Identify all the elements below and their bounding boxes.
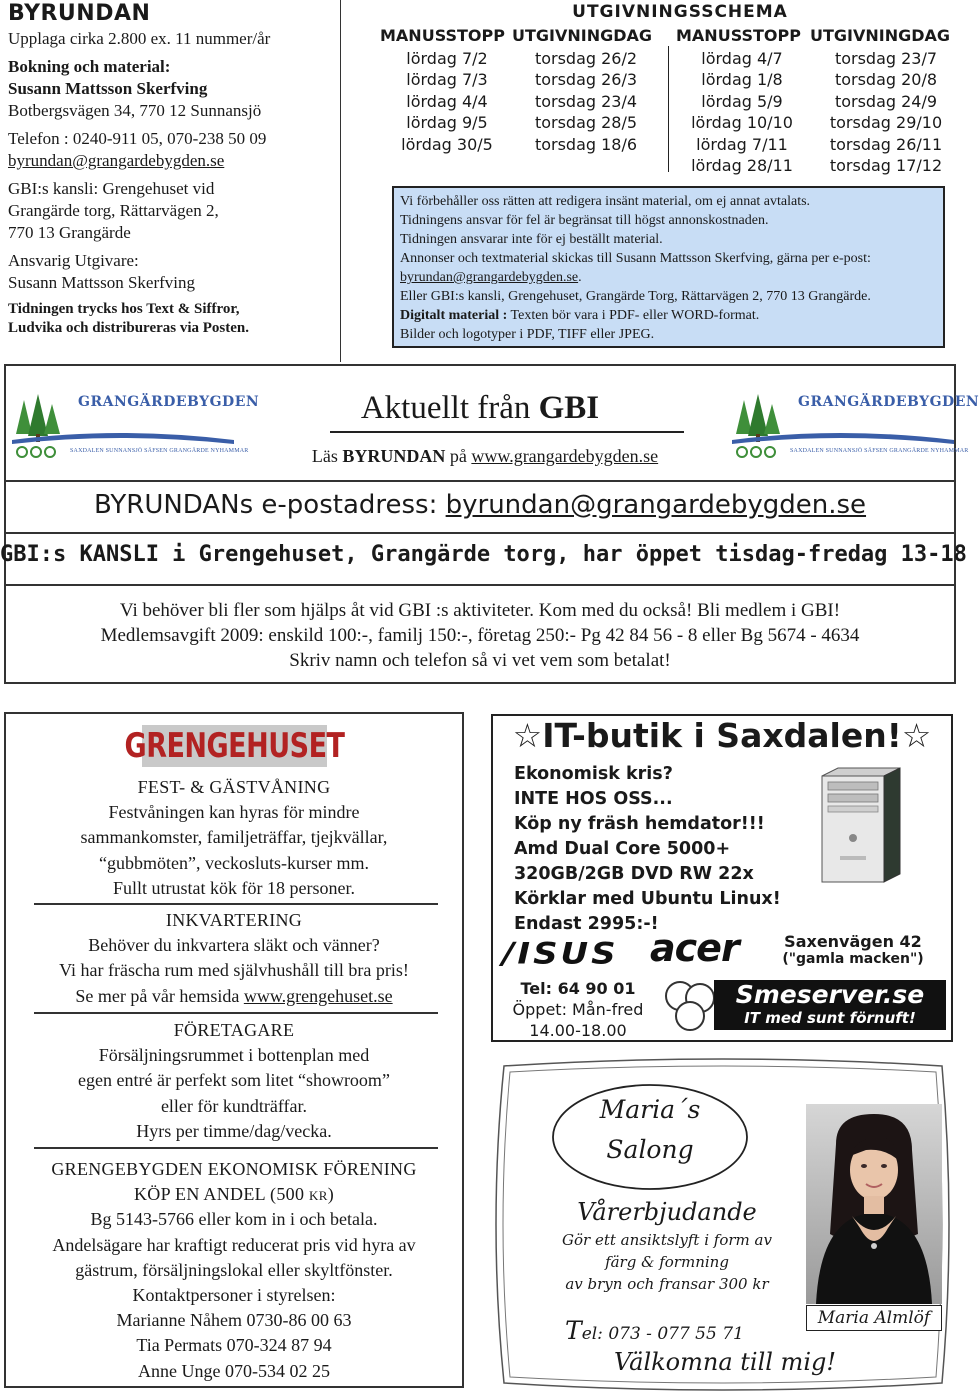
schedule-right-pub-list [818, 48, 954, 176]
notice-line [400, 268, 937, 287]
schedule-cell: lördag 7/3 [406, 70, 488, 90]
schedule-cell: lördag 5/9 [701, 91, 783, 111]
notice-line: Tidningen ansvarar inte för ej beställt material. [400, 232, 663, 247]
notice-line: Bilder och logotyper i PDF, TIFF eller JPEG. [400, 327, 655, 342]
it-butik-title-row [493, 716, 951, 755]
divider [6, 480, 954, 482]
print-line-1: Tidningen trycks hos Text & Siffror, [8, 301, 240, 317]
contact-person: Marianne Nåhem 0730-86 00 63 [116, 1310, 352, 1331]
phone-number: el: 073 - 077 55 71 [581, 1324, 744, 1344]
offer-line: Ekonomisk kris? [514, 764, 673, 784]
fest-section [4, 775, 464, 901]
email-prefix: BYRUNDANs e-postadress: [93, 490, 446, 520]
schedule-cell: torsdag 24/9 [834, 91, 938, 111]
notice-digital-label: Digitalt material : [400, 308, 508, 323]
it-butik-contact [500, 978, 656, 1041]
it-butik-phone: Tel: 64 90 01 [520, 979, 636, 998]
salong-phone [565, 1316, 744, 1345]
address-note: ("gamla macken") [782, 951, 924, 967]
star-icon: ☆ [512, 716, 543, 755]
notice-line: Vi förbehåller oss rätten att redigera insänt material, om ej annat avtalats. [400, 194, 811, 209]
masthead-title: BYRUNDAN [8, 1, 151, 26]
read-online-line [275, 446, 695, 467]
fest-line: sammankomster, familjeträffar, tjejkvällar, [80, 827, 388, 848]
schedule-cell: torsdag 18/6 [534, 134, 638, 154]
masthead [8, 0, 333, 338]
salong-name [550, 1090, 750, 1170]
logo-title: GRANGÄRDEBYGDEN [78, 394, 260, 410]
read-paper-name: BYRUNDAN [342, 446, 446, 466]
grengehuset-logo-text: GRENGEHUSET [124, 726, 345, 766]
fest-line: “gubbmöten”, veckosluts-kurser mm. [99, 852, 369, 873]
phone-initial: T [565, 1316, 582, 1345]
it-butik-address [758, 932, 948, 967]
star-icon: ☆ [901, 716, 932, 755]
editorial-notice [392, 186, 945, 348]
schedule-cell: torsdag 20/8 [834, 70, 938, 90]
schedule-right-stop-list [684, 48, 800, 176]
notice-line: Tidningens ansvar för fel är begränsat till högst annonskostnaden. [400, 213, 769, 228]
publisher-name: Susann Mattsson Skerfving [8, 273, 195, 292]
foretagare-line: Försäljningsrummet i bottenplan med [98, 1045, 370, 1066]
member-line-3: Skriv namn och telefon så vi vet vem som betalat! [289, 650, 671, 671]
grangardebygden-logo-left [8, 390, 260, 462]
inkvartering-web [4, 984, 464, 1009]
schedule-cell: lördag 7/11 [696, 134, 788, 154]
inkvartering-line: Vi har fräscha rum med självhushåll till bra pris! [59, 960, 409, 981]
salong-name-line1: Maria´s [599, 1095, 701, 1124]
offer-line: Köp ny fräsh hemdator!!! [514, 814, 765, 834]
phone-info: Telefon : 0240-911 05, 070-238 50 09 [8, 129, 267, 148]
grengehuset-web-link[interactable]: www.grengehuset.se [243, 985, 393, 1006]
office-line-2: Grangärde torg, Rättarvägen 2, [8, 201, 219, 220]
edition-info: Upplaga cirka 2.800 ex. 11 nummer/år [8, 29, 271, 48]
office-hours: GBI:s KANSLI i Grengehuset, Grangärde torg, har öppet tisdag-fredag 13-18 [0, 542, 967, 567]
schedule-cell: torsdag 26/2 [534, 49, 638, 68]
computer-tower-icon [818, 766, 902, 884]
forening-line: Andelsägare har kraftigt reducerat pris vid hyra av [52, 1234, 416, 1255]
forening-subheading: KÖP EN ANDEL (500 kr) [133, 1184, 334, 1205]
schedule-cell: lördag 28/11 [691, 156, 793, 176]
logo-villages: SAXDALEN SUNNANSJÖ SÄFSEN GRANGÄRDE NYHAMMAR [70, 448, 249, 454]
foretagare-line: egen entré är perfekt som litet “showroom” [78, 1070, 390, 1091]
schedule-cell: torsdag 17/12 [829, 156, 943, 176]
fest-heading: FEST- & GÄSTVÅNING [137, 777, 331, 797]
email-address-line [0, 490, 960, 520]
schedule-cell: lördag 7/2 [406, 49, 488, 68]
office-line-1: GBI:s kansli: Grengehuset vid [8, 179, 215, 198]
schedule-col2-header: UTGIVNINGDAG [512, 26, 653, 45]
grengehuset-logo [124, 725, 345, 767]
section-divider [34, 903, 438, 905]
web-prefix: Se mer på vår hemsida [75, 985, 244, 1006]
acer-logo: acer [650, 926, 739, 970]
offer-line: av bryn och fransar 300 kr [565, 1275, 769, 1293]
salong-offer [512, 1195, 822, 1295]
foretagare-section [4, 1018, 464, 1144]
offer-line: färg & formning [605, 1253, 729, 1271]
aktuellt-gbi: GBI [538, 390, 600, 426]
byrundan-email-link[interactable]: byrundan@grangardebygden.se [445, 490, 867, 520]
forening-heading: GRENGEBYGDEN EKONOMISK FÖRENING [51, 1159, 417, 1179]
asus-logo: /ISUS [502, 937, 619, 971]
read-prefix: Läs [311, 446, 343, 466]
schedule-divider [668, 46, 669, 172]
inkvartering-heading: INKVARTERING [165, 910, 303, 930]
opening-days: Öppet: Mån-fred [512, 1000, 644, 1019]
contact-person: Tia Permats 070-324 87 94 [136, 1335, 332, 1356]
schedule-cell: torsdag 28/5 [534, 113, 638, 133]
offer-line: INTE HOS OSS... [514, 789, 673, 809]
smeserver-logo-icon [660, 978, 722, 1034]
divider [6, 532, 954, 534]
fest-line: Fullt utrustat kök för 18 personer. [113, 877, 355, 898]
schedule-cell: lördag 4/4 [406, 91, 488, 111]
foretagare-line: Hyrs per timme/dag/vecka. [136, 1120, 332, 1141]
schedule-cell: torsdag 26/3 [534, 70, 638, 90]
foretagare-line: eller för kundträffar. [160, 1095, 308, 1116]
schedule-cell: torsdag 23/7 [834, 49, 938, 68]
offer-line: Amd Dual Core 5000+ [514, 839, 731, 859]
notice-email-link[interactable]: byrundan@grangardebygden.se [400, 270, 579, 285]
booking-address: Botbergsvägen 34, 770 12 Sunnansjö [8, 101, 262, 120]
notice-line [400, 306, 937, 325]
schedule-cell: lördag 10/10 [691, 113, 793, 133]
ekonomisk-forening-section [4, 1157, 464, 1384]
inkvartering-section [4, 908, 464, 1009]
office-line-3: 770 13 Grangärde [8, 223, 131, 242]
schedule-cell: lördag 1/8 [701, 70, 783, 90]
divider [6, 584, 954, 586]
contact-person: Anne Unge 070-534 02 25 [138, 1360, 330, 1381]
schedule-col1-header: MANUSSTOPP [380, 26, 505, 45]
opening-hours: 14.00-18.00 [529, 1021, 627, 1040]
foretagare-heading: FÖRETAGARE [173, 1020, 295, 1040]
member-line-1: Vi behöver bli fler som hjälps åt vid GBI :s aktiviteter. Kom med du också! Bli medlem i GBI! [119, 600, 841, 621]
photo-caption: Maria Almlöf [806, 1305, 942, 1331]
fest-line: Festvåningen kan hyras för mindre [108, 802, 360, 823]
schedule-left-stop-list [392, 48, 502, 155]
schedule-cell: lördag 4/7 [701, 49, 783, 68]
street-address: Saxenvägen 42 [784, 932, 922, 951]
section-divider [34, 1147, 438, 1149]
header-divider [340, 0, 341, 362]
logo-villages: SAXDALEN SUNNANSJÖ SÄFSEN GRANGÄRDE NYHAMMAR [790, 448, 969, 454]
section-divider [34, 1012, 438, 1014]
notice-line: Annonser och textmaterial skickas till Susann Mattsson Skerfving, gärna per e-post: [400, 251, 871, 266]
portrait-photo [806, 1104, 942, 1304]
schedule-col3-header: MANUSSTOPP [676, 26, 801, 45]
booking-name: Susann Mattsson Skerfving [8, 79, 208, 98]
forening-line: Kontaktpersoner i styrelsen: [132, 1285, 336, 1306]
read-mid: på [445, 446, 472, 466]
schedule-cell: torsdag 29/10 [829, 113, 943, 133]
offer-line: Endast 2995:-! [514, 914, 659, 934]
schedule-col4-header: UTGIVNINGDAG [810, 26, 951, 45]
it-butik-offer [514, 762, 781, 937]
schedule-cell: lördag 9/5 [406, 113, 488, 133]
email-link[interactable]: byrundan@grangardebygden.se [8, 151, 225, 170]
forening-line: gästrum, försäljningslokal eller skyltfönster. [75, 1259, 393, 1280]
offer-line: Gör ett ansiktslyft i form av [562, 1231, 772, 1249]
inkvartering-line: Behöver du inkvartera släkt och vänner? [88, 935, 380, 956]
aktuellt-heading [300, 390, 660, 427]
salong-welcome: Välkomna till mig! [614, 1348, 836, 1376]
notice-digital-text: Texten bör vara i PDF- eller WORD-format. [507, 308, 760, 323]
offer-line: Körklar med Ubuntu Linux! [514, 889, 781, 909]
salong-name-line2: Salong [606, 1135, 694, 1164]
offer-line: 320GB/2GB DVD RW 22x [514, 864, 754, 884]
smeserver-name: Smeserver.se [735, 980, 925, 1009]
schedule-cell: torsdag 23/4 [534, 91, 638, 111]
heading-underline [330, 431, 684, 433]
aktuellt-prefix: Aktuellt från [360, 390, 539, 426]
grangardebygden-logo-right [728, 390, 979, 462]
notice-line: Eller GBI:s kansli, Grengehuset, Grangärde Torg, Rättarvägen 2, 770 13 Grangärde. [400, 289, 871, 304]
smeserver-banner [714, 980, 946, 1030]
schedule-title: UTGIVNINGSSCHEMA [572, 2, 788, 22]
publisher-label: Ansvarig Utgivare: [8, 251, 139, 270]
print-line-2: Ludvika och distribureras via Posten. [8, 320, 250, 336]
schedule-cell: lördag 30/5 [401, 134, 493, 154]
schedule-left-pub-list [524, 48, 648, 155]
smeserver-tagline: IT med sunt förnuft! [744, 1009, 916, 1027]
member-fee-line: Medlemsavgift 2009: enskild 100:-, familj 150:-, företag 250:- Pg 42 84 56 - 8 eller Bg 5674 - 4634 [100, 625, 860, 646]
website-link[interactable]: www.grangardebygden.se [471, 446, 659, 466]
schedule-cell: torsdag 26/11 [829, 134, 943, 154]
booking-label: Bokning och material: [8, 57, 171, 76]
notice-punct: . [578, 270, 582, 285]
offer-heading: Vårerbjudande [577, 1198, 757, 1226]
it-butik-title: IT-butik i Saxdalen! [542, 716, 902, 755]
forening-line: Bg 5143-5766 eller kom in i och betala. [90, 1209, 378, 1230]
logo-title: GRANGÄRDEBYGDEN [798, 394, 979, 410]
